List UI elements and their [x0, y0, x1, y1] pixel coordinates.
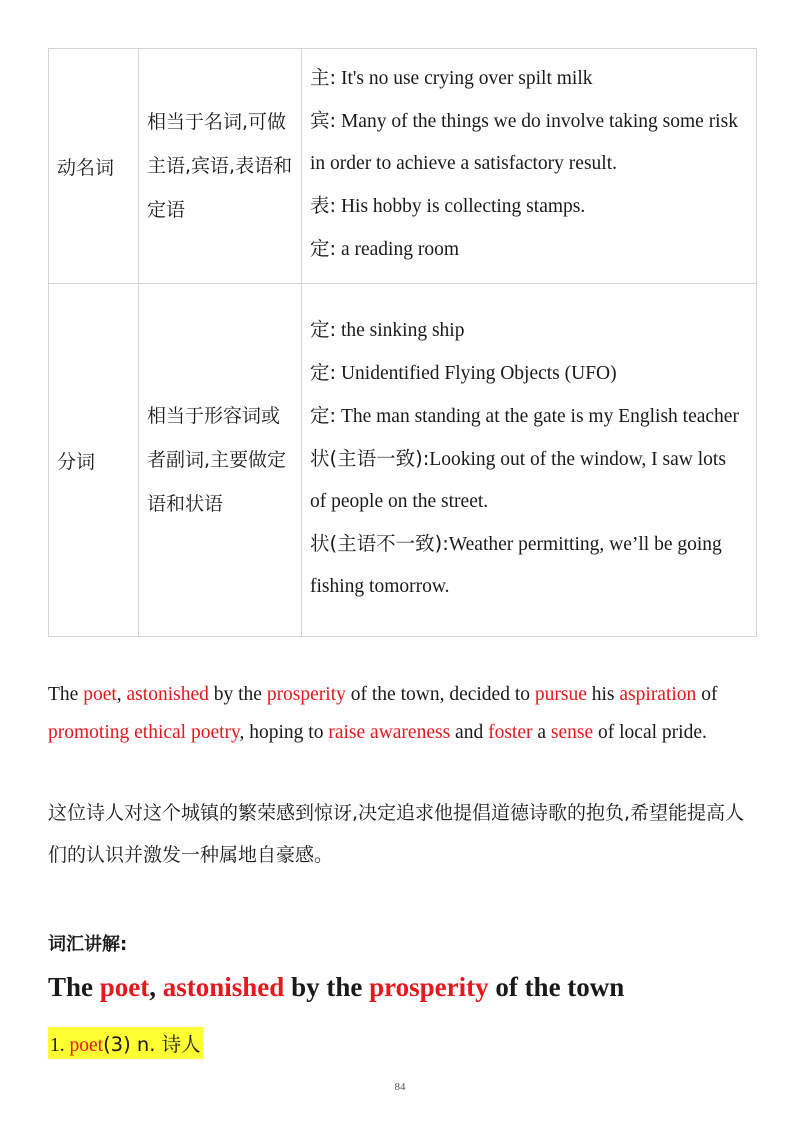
- vocab-heading: 词汇讲解:: [48, 934, 128, 955]
- example-line: 定: the sinking ship: [310, 317, 465, 341]
- type-cell: 动名词: [49, 49, 139, 284]
- text-segment: ,: [149, 972, 163, 1002]
- passage-paragraph: [48, 676, 760, 752]
- highlighted-term: poet: [83, 684, 117, 705]
- example-line: 表: His hobby is collecting stamps.: [310, 194, 586, 217]
- highlighted-term: poet: [99, 972, 150, 1002]
- text-segment: his: [586, 684, 620, 705]
- highlighted-term: aspiration: [619, 684, 697, 705]
- text-segment: a: [532, 722, 551, 743]
- highlighted-term: sense: [550, 722, 594, 743]
- grammar-table: [48, 48, 757, 637]
- example-line: 宾: Many of the things we do involve taking some risk in order to achieve a satisfactory result.: [310, 109, 738, 174]
- type-cell: 分词: [49, 284, 139, 637]
- highlighted-term: prosperity: [369, 972, 489, 1002]
- page-number: 84: [394, 1081, 406, 1093]
- example-line: 状(主语一致):Looking out of the window, I saw lots of people on the street.: [310, 446, 726, 512]
- text-segment: The: [48, 684, 84, 705]
- highlighted-term: prosperity: [266, 684, 346, 705]
- text-segment: of the town: [488, 972, 625, 1002]
- example-line: 定: Unidentified Flying Objects (UFO): [310, 360, 617, 384]
- highlighted-term: astonished: [162, 972, 285, 1002]
- highlighted-term: promoting ethical poetry: [48, 722, 240, 743]
- vocab-word: poet: [69, 1035, 104, 1056]
- passage-translation: 这位诗人对这个城镇的繁荣感到惊讶,决定追求他提倡道德诗歌的抱负,希望能提高人们的认识并激发一种属地自豪感。: [48, 802, 745, 866]
- text-segment: of local pride.: [593, 722, 707, 743]
- highlighted-term: raise awareness: [328, 722, 451, 743]
- text-segment: ,: [116, 684, 127, 705]
- highlighted-term: pursue: [534, 684, 587, 705]
- description-cell: 相当于名词,可做主语,宾语,表语和定语: [139, 49, 302, 284]
- phrase-title: [48, 972, 624, 1003]
- examples-cell: [302, 49, 757, 284]
- examples-cell: [302, 284, 757, 637]
- text-segment: , hoping to: [239, 722, 329, 743]
- example-line: 状(主语不一致):Weather permitting, we’ll be going fishing tomorrow.: [310, 531, 722, 597]
- text-segment: of: [696, 684, 718, 705]
- text-segment: by the: [208, 684, 267, 705]
- text-segment: by the: [284, 972, 370, 1002]
- example-line: 定: The man standing at the gate is my English teacher: [310, 403, 739, 427]
- text-segment: The: [48, 972, 100, 1002]
- description-cell: 相当于形容词或者副词,主要做定语和状语: [139, 284, 302, 637]
- table-row: [49, 49, 757, 284]
- vocab-item: 1. poet(3) n. 诗人: [48, 1027, 203, 1059]
- table-row: [49, 284, 757, 637]
- text-segment: and: [450, 722, 489, 743]
- example-line: 主: It's no use crying over spilt milk: [310, 66, 593, 89]
- highlighted-term: astonished: [126, 684, 209, 705]
- example-line: 定: a reading room: [310, 237, 459, 260]
- text-segment: of the town, decided to: [345, 684, 535, 705]
- highlighted-term: foster: [488, 722, 533, 743]
